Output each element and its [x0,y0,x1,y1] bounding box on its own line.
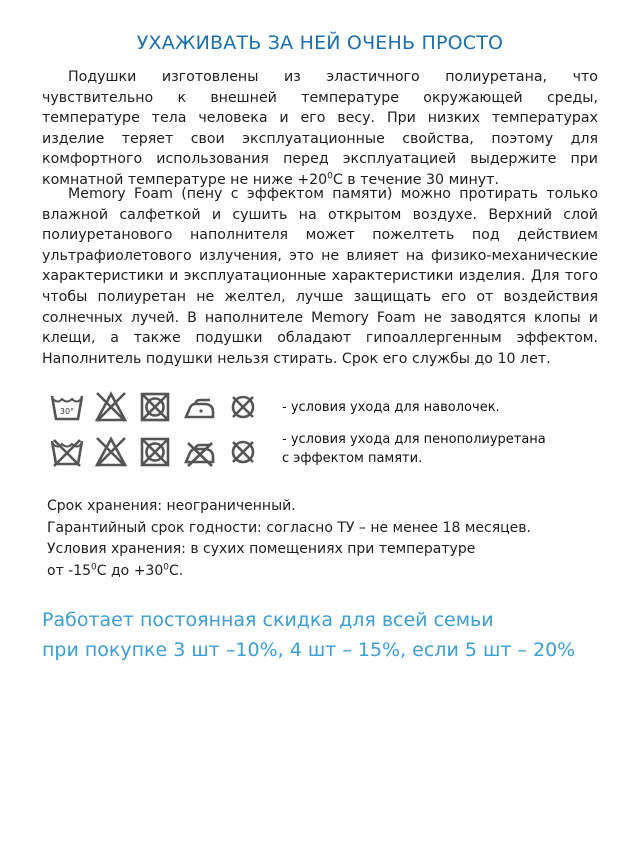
no-iron-icon [182,435,216,469]
temp-mid: С до +30 [96,562,164,579]
warranty: Гарантийный срок годности: согласно ТУ – не менее 18 месяцев. [47,519,531,536]
no-dry-clean-icon [226,390,260,424]
legend-covers: - условия ухода для наволочек. [282,400,500,415]
legend-foam-line2: с эффектом памяти. [282,451,423,466]
degree-sup: 0 [91,561,97,572]
promo-discount [42,605,575,665]
care-icons-foam [50,435,260,469]
wash-temp-label: 30° [59,407,75,416]
no-bleach-icon [94,390,128,424]
shelf-life: Срок хранения: неограниченный. [47,498,296,514]
legend-foam-line1: - условия ухода для пенополиуретана [282,432,546,447]
storage-info [47,496,531,582]
storage-conditions: Условия хранения: в сухих помещениях при температуре [47,541,476,557]
legend-foam [282,430,546,468]
degree-sup: 0 [327,171,333,182]
temp-end: С. [168,562,184,579]
no-bleach-icon [94,435,128,469]
page-title: УХАЖИВАТЬ ЗА НЕЙ ОЧЕНЬ ПРОСТО [136,32,504,54]
no-wash-icon [50,435,84,469]
paragraph-temperature [42,67,598,191]
no-tumble-dry-icon [138,390,172,424]
temp-from: от -15 [47,562,92,579]
paragraph-temperature-text: Подушки изготовлены из эластичного полиуретана, что чувствительно к внешней температуре окружающей среды, температуре тела человека и его весу. При низких температурах изделие теряет свои эксплуатационные свойства, поэтому для комфортного использования перед эксплуатацией выдержите при комнатной температуре не ниже +20 [42,69,598,188]
storage-temperature [47,561,531,583]
iron-low-icon [182,390,216,424]
paragraph-temperature-end: С в течение 30 минут. [332,171,499,188]
wash-30-icon [50,390,84,424]
paragraph-memory-foam-text: Memory Foam (пену с эффектом памяти) можно протирать только влажной салфеткой и сушить на открытом воздухе. Верхний слой полиуретанового наполнителя может пожелтеть под действием ультрафиолетового излучения, это не влияет на физико-механические характеристики и эксплуатационные характеристики изделия. Для того чтобы полиуретан не желтел, лучше защищать его от воздействия солнечных лучей. В наполнителе Memory Foam не заводятся клопы и клещи, а также подушки обладают гипоаллергенным эффектом. Наполнитель подушки нельзя стирать. Срок его службы до 10 лет. [42,186,598,367]
paragraph-memory-foam [42,184,598,369]
care-icons-covers [50,390,260,424]
no-tumble-dry-icon [138,435,172,469]
no-dry-clean-icon [226,435,260,469]
degree-sup: 0 [163,561,169,572]
promo-line1: Работает постоянная скидка для всей семьи [42,609,494,631]
promo-line2: при покупке 3 шт –10%, 4 шт – 15%, если 5 шт – 20% [42,639,576,661]
